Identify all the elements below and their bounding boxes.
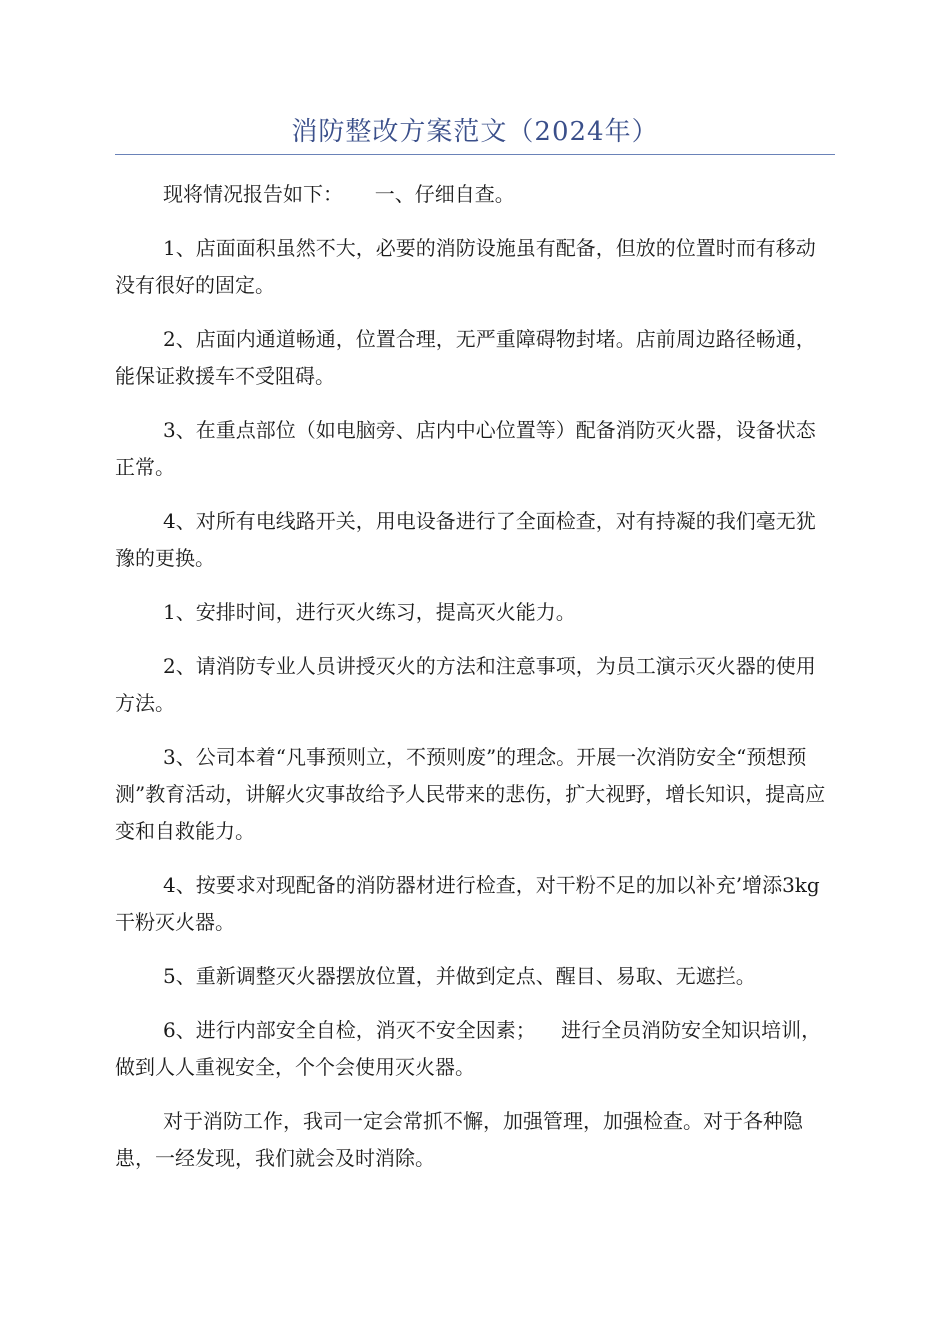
paragraph-check-4: 4、对所有电线路开关，用电设备进行了全面检查，对有持凝的我们毫无犹豫的更换。 <box>115 509 816 570</box>
paragraph-measure-5: 5、重新调整灭火器摆放位置，并做到定点、醒目、易取、无遮拦。 <box>163 964 756 988</box>
paragraph-intro: 现将情况报告如下： 一、仔细自查。 <box>163 182 515 206</box>
paragraph-conclusion: 对于消防工作，我司一定会常抓不懈，加强管理，加强检查。对于各种隐患，一经发现，我们就会及时消除。 <box>115 1109 803 1170</box>
paragraph-measure-1: 1、安排时间，进行灭火练习，提高灭火能力。 <box>163 600 576 624</box>
paragraph-check-3: 3、在重点部位（如电脑旁、店内中心位置等）配备消防灭火器，设备状态正常。 <box>115 418 816 479</box>
title-underline <box>115 154 835 155</box>
page-title: 消防整改方案范文（2024年） <box>291 117 659 147</box>
paragraph-measure-4: 4、按要求对现配备的消防器材进行检查，对干粉不足的加以补充’增添3kg干粉灭火器。 <box>115 873 820 934</box>
paragraph-measure-2: 2、请消防专业人员讲授灭火的方法和注意事项，为员工演示灭火器的使用方法。 <box>115 654 816 715</box>
document-body <box>115 176 827 1194</box>
paragraph-check-1: 1、店面面积虽然不大，必要的消防设施虽有配备，但放的位置时而有移动没有很好的固定。 <box>115 236 816 297</box>
paragraph-check-2: 2、店面内通道畅通，位置合理，无严重障碍物封堵。店前周边路径畅通，能保证救援车不受阻碍。 <box>115 327 816 388</box>
paragraph-measure-6: 6、进行内部安全自检，消灭不安全因素； 进行全员消防安全知识培训，做到人人重视安全，个个会使用灭火器。 <box>115 1018 822 1079</box>
paragraph-measure-3: 3、公司本着“凡事预则立，不预则废”的理念。开展一次消防安全“预想预测”教育活动，讲解火灾事故给予人民带来的悲伤，扩大视野，增长知识，提高应变和自救能力。 <box>115 745 826 843</box>
